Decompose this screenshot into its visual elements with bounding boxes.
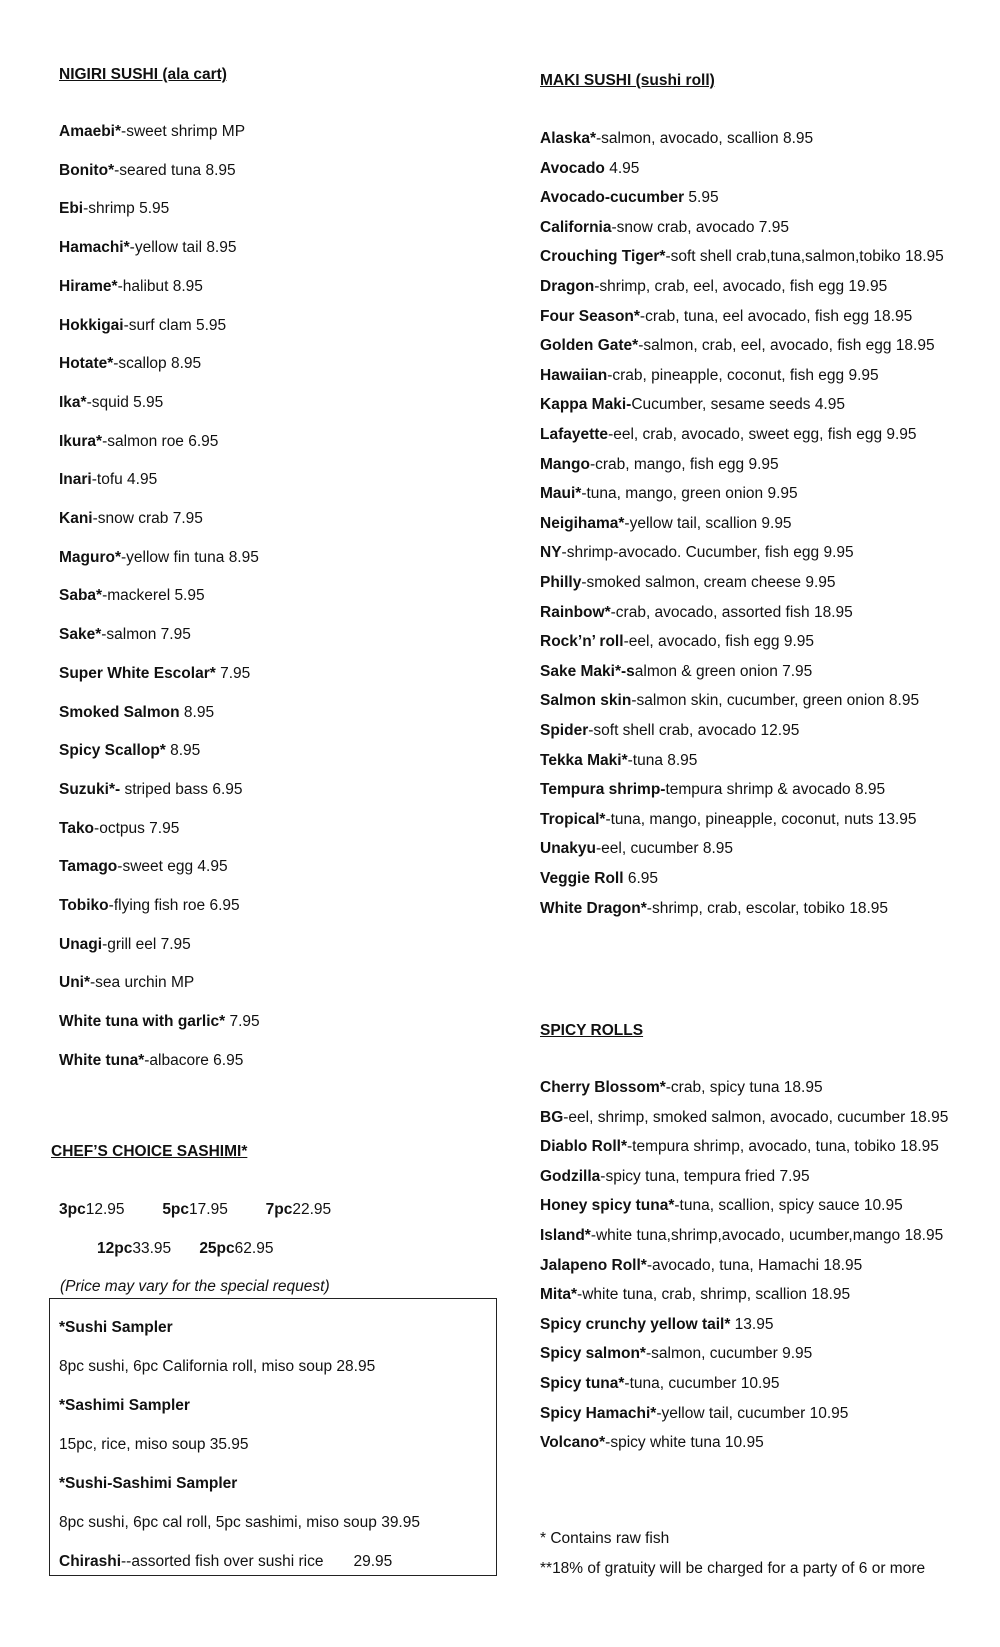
item-description: -squid 5.95: [86, 393, 164, 411]
item-name: Hirame*: [59, 277, 118, 295]
item-description: -soft shell crab, avocado 12.95: [588, 722, 800, 739]
maki-item: [540, 159, 639, 179]
item-description: -shrimp, crab, eel, avocado, fish egg 19.95: [594, 278, 888, 295]
item-description: 8.95: [165, 742, 201, 760]
item-description: -salmon, avocado, scallion 8.95: [596, 130, 814, 147]
item-name: Suzuki*-: [59, 780, 121, 798]
item-name: BG: [540, 1108, 564, 1126]
item-name: Super White Escolar*: [59, 664, 216, 682]
gratuity-footnote: **18% of gratuity will be charged for a party of 6 or more: [540, 1560, 926, 1577]
item-description: -tofu 4.95: [91, 471, 158, 489]
item-description: -yellow fin tuna 8.95: [121, 548, 259, 566]
item-name: Dragon: [540, 278, 595, 295]
item-name: Unakyu: [540, 840, 596, 858]
item-name: Kappa Maki-: [540, 396, 632, 414]
spicy-item: [540, 1167, 810, 1187]
item-name: White Dragon*: [540, 899, 647, 917]
item-description: -surf clam 5.95: [123, 316, 227, 334]
nigiri-item: [59, 973, 194, 993]
item-name: Hotate*: [59, 355, 114, 373]
item-name: Golden Gate*: [540, 337, 639, 355]
item-description: -snow crab 7.95: [92, 510, 203, 527]
item-name: Salmon skin: [540, 692, 632, 710]
sushi-sampler-desc: 8pc sushi, 6pc California roll, miso soup 28.95: [59, 1358, 376, 1375]
maki-item: [540, 484, 798, 504]
item-description: -yellow tail 8.95: [129, 239, 237, 257]
nigiri-item: [59, 122, 245, 142]
item-name: Ika*: [59, 393, 87, 411]
item-description: -sea urchin MP: [90, 974, 195, 992]
item-name: Tropical*: [540, 810, 606, 828]
chef-option-7pc: 7pc22.95: [265, 1201, 332, 1218]
nigiri-item: [59, 548, 259, 568]
item-description: 13.95: [730, 1315, 774, 1333]
sampler-box: [49, 1298, 497, 1576]
item-name: Neigihama*: [540, 514, 625, 532]
item-description: -tempura shrimp, avocado, tuna, tobiko 18.95: [626, 1138, 939, 1156]
item-name: NY: [540, 544, 562, 562]
maki-item: [540, 839, 733, 859]
maki-heading: MAKI SUSHI (sushi roll): [540, 72, 715, 89]
item-description: -crab, spicy tuna 18.95: [665, 1079, 823, 1096]
item-name: Uni*: [59, 974, 90, 992]
nigiri-item: [59, 199, 169, 219]
maki-item: [540, 573, 836, 593]
item-name: Maguro*: [59, 548, 121, 566]
item-name: Spicy salmon*: [540, 1345, 646, 1363]
maki-item: [540, 662, 812, 682]
nigiri-item: [59, 277, 203, 297]
item-description: -sweet shrimp MP: [121, 123, 246, 140]
combo-sampler-title: *Sushi-Sashimi Sampler: [59, 1475, 238, 1492]
item-description: -scallop 8.95: [113, 355, 202, 373]
spicy-item: [540, 1078, 823, 1098]
item-description: -spicy white tuna 10.95: [605, 1434, 764, 1452]
item-name: Smoked Salmon: [59, 703, 180, 721]
item-description: -soft shell crab,tuna,salmon,tobiko 18.95: [665, 248, 944, 266]
item-name: Hokkigai: [59, 316, 124, 334]
item-description: -snow crab, avocado 7.95: [611, 218, 789, 236]
item-description: almon & green onion 7.95: [634, 662, 813, 680]
nigiri-item: [59, 586, 205, 606]
item-description: -salmon, crab, eel, avocado, fish egg 18.95: [638, 337, 935, 355]
item-name: Ebi: [59, 200, 84, 218]
item-description: 4.95: [604, 159, 640, 177]
item-name: Lafayette: [540, 426, 609, 443]
spicy-item: [540, 1433, 764, 1453]
item-name: Tamago: [59, 858, 118, 876]
price-note: (Price may vary for the special request): [60, 1278, 330, 1295]
spicy-heading: SPICY ROLLS: [540, 1022, 644, 1039]
item-description: -mackerel 5.95: [102, 587, 205, 605]
item-name: Jalapeno Roll*: [540, 1256, 647, 1274]
nigiri-item: [59, 664, 250, 684]
item-description: -salmon roe 6.95: [102, 432, 219, 450]
item-description: -tuna, mango, pineapple, coconut, nuts 13.95: [605, 810, 917, 828]
nigiri-item: [59, 1051, 243, 1071]
spicy-item: [540, 1315, 773, 1335]
item-name: Rock’n’ roll: [540, 633, 624, 651]
spicy-item: [540, 1137, 939, 1157]
item-name: Spicy crunchy yellow tail*: [540, 1315, 731, 1333]
item-name: White tuna with garlic*: [59, 1013, 226, 1031]
item-name: Diablo Roll*: [540, 1138, 627, 1156]
item-description: striped bass 6.95: [120, 780, 243, 798]
item-description: -halibut 8.95: [117, 277, 203, 295]
item-description: -eel, crab, avocado, sweet egg, fish egg 9.95: [608, 426, 917, 443]
sashimi-sampler-title: *Sashimi Sampler: [59, 1397, 190, 1414]
maki-item: [540, 188, 719, 208]
item-name: Crouching Tiger*: [540, 248, 666, 266]
item-name: Mango: [540, 455, 590, 473]
item-description: 6.95: [623, 870, 659, 887]
item-description: -tuna, scallion, spicy sauce 10.95: [674, 1197, 903, 1215]
nigiri-item: [59, 780, 243, 800]
item-name: Spicy tuna*: [540, 1375, 625, 1392]
nigiri-item: [59, 819, 179, 839]
item-description: -eel, cucumber 8.95: [596, 840, 733, 858]
item-name: Sake*: [59, 626, 102, 644]
item-name: Spider: [540, 722, 589, 739]
item-description: -avocado, tuna, Hamachi 18.95: [646, 1256, 863, 1274]
item-description: -white tuna,shrimp,avocado, ucumber,mango 18.95: [590, 1227, 944, 1244]
item-description: -tuna, mango, green onion 9.95: [581, 485, 798, 503]
item-description: -shrimp-avocado. Cucumber, fish egg 9.95: [561, 544, 854, 562]
maki-item: [540, 721, 799, 741]
nigiri-item: [59, 509, 203, 529]
item-name: Rainbow*: [540, 603, 611, 621]
maki-item: [540, 307, 912, 327]
maki-item: [540, 218, 789, 238]
maki-item: [540, 751, 697, 771]
maki-item: [540, 514, 792, 534]
item-name: Tako: [59, 819, 95, 837]
item-description: 8.95: [179, 703, 215, 721]
spicy-item: [540, 1256, 862, 1276]
raw-fish-footnote: * Contains raw fish: [540, 1530, 670, 1547]
item-description: 7.95: [225, 1013, 260, 1031]
spicy-item: [540, 1226, 943, 1246]
item-description: -flying fish roe 6.95: [108, 897, 240, 914]
item-name: Bonito*: [59, 161, 115, 179]
maki-item: [540, 247, 944, 267]
item-description: -grill eel 7.95: [102, 935, 191, 953]
item-description: -smoked salmon, cream cheese 9.95: [581, 574, 836, 591]
item-description: -shrimp, crab, escolar, tobiko 18.95: [646, 899, 889, 917]
item-name: Inari: [59, 471, 92, 489]
item-name: Unagi: [59, 935, 103, 953]
item-name: Tekka Maki*: [540, 751, 628, 769]
chef-row-2: [97, 1240, 273, 1258]
item-name: Four Season*: [540, 307, 640, 325]
item-description: 5.95: [684, 189, 719, 207]
nigiri-item: [59, 857, 228, 877]
combo-sampler-desc: 8pc sushi, 6pc cal roll, 5pc sashimi, miso soup 39.95: [59, 1514, 420, 1531]
nigiri-item: [59, 354, 201, 374]
item-description: -eel, avocado, fish egg 9.95: [623, 633, 814, 651]
nigiri-item: [59, 432, 218, 452]
item-name: Alaska*: [540, 130, 597, 147]
item-description: -sweet egg 4.95: [117, 858, 228, 876]
maki-item: [540, 632, 814, 652]
maki-item: [540, 543, 854, 563]
item-description: -shrimp 5.95: [83, 200, 170, 218]
item-description: -yellow tail, cucumber 10.95: [656, 1404, 849, 1422]
chef-option-3pc: 3pc12.95: [59, 1201, 125, 1218]
item-name: Hamachi*: [59, 239, 130, 257]
nigiri-item: [59, 470, 157, 490]
item-description: Cucumber, sesame seeds 4.95: [631, 396, 845, 414]
item-description: -seared tuna 8.95: [114, 161, 236, 179]
maki-item: [540, 336, 935, 356]
nigiri-item: [59, 161, 236, 181]
spicy-item: [540, 1404, 848, 1424]
nigiri-item: [59, 896, 240, 916]
maki-item: [540, 691, 919, 711]
maki-item: [540, 395, 845, 415]
item-description: -crab, tuna, eel avocado, fish egg 18.95: [639, 307, 913, 325]
chef-option-12pc: 12pc33.95: [97, 1240, 172, 1257]
nigiri-heading: NIGIRI SUSHI (ala cart): [59, 66, 227, 83]
item-description: -crab, mango, fish egg 9.95: [589, 455, 779, 473]
item-name: Avocado: [540, 159, 605, 177]
item-description: -spicy tuna, tempura fried 7.95: [600, 1167, 810, 1185]
item-name: Sake Maki*-s: [540, 662, 635, 680]
maki-item: [540, 455, 779, 475]
spicy-item: [540, 1374, 780, 1394]
spicy-item: [540, 1108, 948, 1128]
chirashi-line: Chirashi--assorted fish over sushi rice 29.95: [59, 1553, 393, 1570]
item-name: Cherry Blossom*: [540, 1079, 666, 1096]
item-name: Saba*: [59, 587, 103, 605]
nigiri-item: [59, 393, 163, 413]
item-name: Philly: [540, 574, 582, 591]
item-description: -octpus 7.95: [94, 819, 180, 837]
item-name: Spicy Scallop*: [59, 742, 166, 760]
spicy-item: [540, 1196, 903, 1216]
item-name: California: [540, 218, 612, 236]
chirashi-price: 29.95: [353, 1553, 393, 1570]
item-description: -salmon skin, cucumber, green onion 8.95: [631, 692, 920, 710]
item-description: 7.95: [215, 664, 251, 682]
spicy-item: [540, 1285, 850, 1305]
item-name: Mita*: [540, 1286, 578, 1304]
item-description: -salmon 7.95: [101, 626, 191, 644]
maki-item: [540, 780, 885, 800]
chef-option-25pc: 25pc62.95: [199, 1240, 274, 1257]
chef-choice-heading: CHEF’S CHOICE SASHIMI*: [51, 1143, 248, 1160]
nigiri-item: [59, 238, 236, 258]
maki-item: [540, 899, 888, 919]
item-name: Tempura shrimp-: [540, 781, 666, 799]
item-name: Honey spicy tuna*: [540, 1197, 675, 1215]
item-name: Veggie Roll: [540, 870, 624, 887]
item-description: -white tuna, crab, shrimp, scallion 18.95: [577, 1286, 851, 1304]
nigiri-item: [59, 625, 191, 645]
item-description: -salmon, cucumber 9.95: [645, 1345, 813, 1363]
nigiri-item: [59, 741, 200, 761]
item-description: tempura shrimp & avocado 8.95: [665, 781, 886, 799]
item-name: Ikura*: [59, 432, 103, 450]
nigiri-item: [59, 1012, 260, 1032]
maki-item: [540, 810, 917, 830]
nigiri-item: [59, 703, 214, 723]
item-name: Island*: [540, 1227, 591, 1244]
maki-item: [540, 277, 887, 297]
item-name: Volcano*: [540, 1434, 606, 1452]
maki-item: [540, 425, 917, 445]
item-name: Spicy Hamachi*: [540, 1404, 657, 1422]
item-description: -tuna, cucumber 10.95: [624, 1375, 780, 1392]
chef-row-1: [59, 1201, 331, 1219]
nigiri-item: [59, 935, 191, 955]
maki-item: [540, 129, 813, 149]
maki-item: [540, 603, 853, 623]
item-name: Kani: [59, 510, 93, 527]
item-name: Godzilla: [540, 1167, 601, 1185]
item-description: -crab, pineapple, coconut, fish egg 9.95: [607, 366, 879, 384]
item-name: Hawaiian: [540, 366, 608, 384]
maki-item: [540, 366, 879, 386]
item-description: -albacore 6.95: [144, 1051, 244, 1069]
chef-option-5pc: 5pc17.95: [162, 1201, 228, 1218]
sushi-sampler-title: *Sushi Sampler: [59, 1319, 173, 1336]
item-description: -crab, avocado, assorted fish 18.95: [610, 603, 853, 621]
item-name: Amaebi*: [59, 123, 122, 140]
item-description: -eel, shrimp, smoked salmon, avocado, cucumber 18.95: [563, 1108, 949, 1126]
item-description: -yellow tail, scallion 9.95: [624, 514, 792, 532]
item-name: White tuna*: [59, 1051, 145, 1069]
sashimi-sampler-desc: 15pc, rice, miso soup 35.95: [59, 1436, 249, 1453]
maki-item: [540, 869, 658, 889]
item-name: Avocado-cucumber: [540, 189, 685, 207]
spicy-item: [540, 1344, 812, 1364]
item-name: Maui*: [540, 485, 582, 503]
nigiri-item: [59, 316, 226, 336]
item-description: -tuna 8.95: [627, 751, 698, 769]
item-name: Tobiko: [59, 897, 109, 914]
